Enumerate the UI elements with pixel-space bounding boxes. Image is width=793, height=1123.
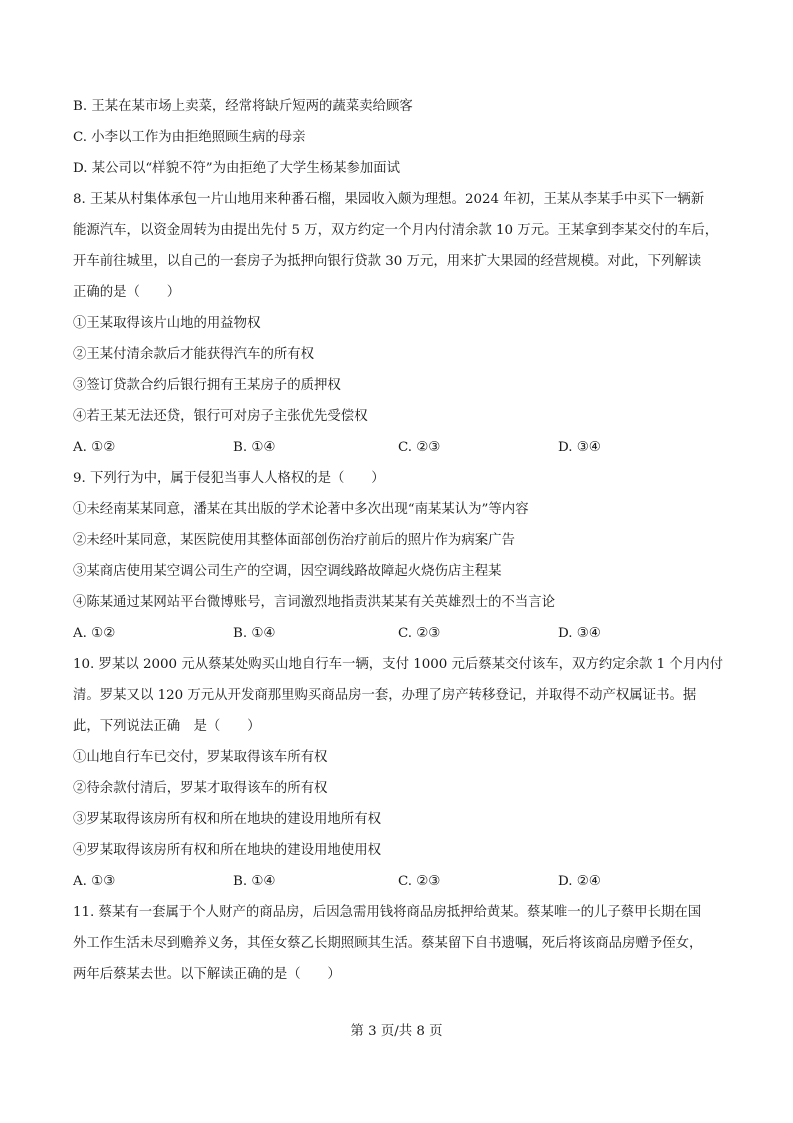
answer-option-d: D. ②④ [558, 874, 601, 889]
statement-item: ①未经南某某同意，潘某在其出版的学术论著中多次出现“南某某认为”等内容 [73, 502, 529, 517]
question-stem-line: 清。罗某又以 120 万元从开发商那里购买商品房一套，办理了房产转移登记，并取得不动产权属证书。据 [73, 688, 697, 703]
statement-item: ③签订贷款合约后银行拥有王某房子的质押权 [73, 378, 341, 393]
statement-item: ③罗某取得该房所有权和所在地块的建设用地所有权 [73, 812, 381, 827]
question-stem-line: 开车前往城里，以自己的一套房子为抵押向银行贷款 30 万元，用来扩大果园的经营规模。对此，下列解读 [73, 254, 702, 269]
page-number-footer: 第 3 页/共 8 页 [350, 1024, 443, 1039]
page-content [73, 91, 728, 990]
statement-item: ①王某取得该片山地的用益物权 [73, 316, 261, 331]
answer-option-b: B. ①④ [233, 626, 276, 641]
option-line: D. 某公司以“样貌不符”为由拒绝了大学生杨某参加面试 [73, 161, 401, 176]
question-stem-line: 11. 蔡某有一套属于个人财产的商品房，后因急需用钱将商品房抵押给黄某。蔡某唯一的儿子蔡甲长期在国 [73, 905, 702, 920]
statement-item: ④若王某无法还贷，银行可对房子主张优先受偿权 [73, 409, 368, 424]
statement-item: ④罗某取得该房所有权和所在地块的建设用地使用权 [73, 843, 381, 858]
answer-options [73, 866, 728, 897]
answer-option-c: C. ②③ [398, 626, 441, 641]
question-stem-line: 10. 罗某以 2000 元从蔡某处购买山地自行车一辆，支付 1000 元后蔡某交付该车，双方约定余款 1 个月内付 [73, 657, 723, 672]
question-stem-line: 能源汽车，以资金周转为由提出先付 5 万，双方约定一个月内付清余款 10 万元。王某拿到李某交付的车后， [73, 223, 719, 238]
question-stem-line: 两年后蔡某去世。以下解读正确的是（ ） [73, 967, 341, 982]
question-stem-line: 正确的是（ ） [73, 285, 181, 300]
question-9 [73, 463, 728, 649]
question-stem-line: 外工作生活未尽到赡养义务，其侄女蔡乙长期照顾其生活。蔡某留下自书遗嘱，死后将该商品房赠予侄女， [73, 936, 703, 951]
answer-option-b: B. ①④ [233, 440, 276, 455]
answer-option-a: A. ①③ [73, 874, 116, 889]
answer-option-a: A. ①② [73, 440, 116, 455]
question-stem-line: 8. 王某从村集体承包一片山地用来种番石榴，果园收入颇为理想。2024 年初，王某从李某手中买下一辆新 [73, 192, 705, 207]
statement-item: ①山地自行车已交付，罗某取得该车所有权 [73, 750, 328, 765]
answer-option-c: C. ②③ [398, 440, 441, 455]
statement-item: ③某商店使用某空调公司生产的空调，因空调线路故障起火烧伤店主程某 [73, 564, 502, 579]
question-stem-line: 此，下列说法正确 是（ ） [73, 719, 261, 734]
question-10 [73, 649, 728, 897]
answer-option-b: B. ①④ [233, 874, 276, 889]
option-line: C. 小李以工作为由拒绝照顾生病的母亲 [73, 130, 306, 145]
answer-options [73, 432, 728, 463]
answer-option-c: C. ②③ [398, 874, 441, 889]
statement-item: ②王某付清余款后才能获得汽车的所有权 [73, 347, 315, 362]
question-8 [73, 184, 728, 463]
answer-option-a: A. ①② [73, 626, 116, 641]
question-11 [73, 897, 728, 990]
answer-option-d: D. ③④ [558, 626, 601, 641]
option-line: B. 王某在某市场上卖菜，经常将缺斤短两的蔬菜卖给顾客 [73, 99, 413, 114]
answer-option-d: D. ③④ [558, 440, 601, 455]
answer-options [73, 618, 728, 649]
question-stem-line: 9. 下列行为中，属于侵犯当事人人格权的是（ ） [73, 471, 385, 486]
statement-item: ②未经叶某同意，某医院使用其整体面部创伤治疗前后的照片作为病案广告 [73, 533, 515, 548]
statement-item: ④陈某通过某网站平台微博账号，言词激烈地指责洪某某有关英雄烈士的不当言论 [73, 595, 556, 610]
statement-item: ②待余款付清后，罗某才取得该车的所有权 [73, 781, 328, 796]
